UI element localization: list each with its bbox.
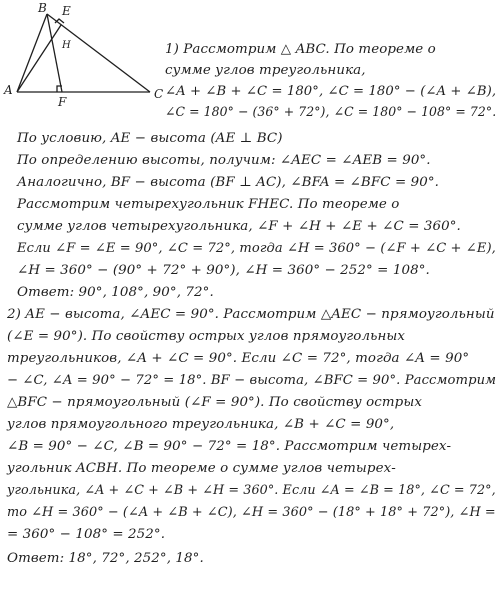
solution-line-18: углов прямоугольного треугольника, ∠B + ∠C = 90°, (7, 417, 395, 432)
solution-line-22: то ∠H = 360° − (∠A + ∠B + ∠C), ∠H = 360° − (18° + 18° + 72°), ∠H = (7, 505, 496, 520)
solution-line-17: △BFC − прямоугольный (∠F = 90°). По свойству острых (7, 395, 422, 410)
solution-line-1: 1) Рассмотрим △ ABC. По теореме о (165, 42, 436, 57)
solution-line-21: угольника, ∠A + ∠C + ∠B + ∠H = 360°. Если ∠A = ∠B = 18°, ∠C = 72°, (7, 483, 496, 498)
vertex-label-b: B (38, 1, 47, 15)
vertex-label-c: C (154, 87, 164, 101)
solution-line-6: По определению высоты, получим: ∠AEC = ∠AEB = 90°. (17, 153, 431, 168)
solution-line-19: ∠B = 90° − ∠C, ∠B = 90° − 72° = 18°. Рассмотрим четырех- (7, 439, 452, 454)
answer-line-1: Ответ: 90°, 108°, 90°, 72°. (17, 285, 214, 300)
answer-line-2: Ответ: 18°, 72°, 252°, 18°. (7, 551, 204, 566)
solution-line-11: ∠H = 360° − (90° + 72° + 90°), ∠H = 360° − 252° = 108°. (17, 263, 430, 278)
vertex-label-a: A (4, 83, 13, 97)
solution-line-23: = 360° − 108° = 252°. (7, 527, 166, 542)
solution-line-15: треугольников, ∠A + ∠C = 90°. Если ∠C = 72°, тогда ∠A = 90° (7, 351, 470, 366)
solution-line-7: Аналогично, BF − высота (BF ⊥ AC), ∠BFA = ∠BFC = 90°. (17, 175, 440, 190)
triangle-figure (0, 0, 180, 112)
solution-line-8: Рассмотрим четырехугольник FHEC. По теореме о (17, 197, 400, 212)
solution-line-14: (∠E = 90°). По свойству острых углов прямоугольных (7, 329, 406, 344)
solution-line-16: − ∠C, ∠A = 90° − 72° = 18°. BF − высота, ∠BFC = 90°. Рассмотрим (7, 373, 497, 388)
vertex-label-h: H (62, 40, 71, 51)
altitude-bf (47, 14, 62, 92)
vertex-label-e: E (62, 4, 71, 18)
solution-line-2: сумме углов треугольника, (165, 63, 366, 78)
vertex-label-f: F (58, 95, 67, 109)
solution-line-3: ∠A + ∠B + ∠C = 180°, ∠C = 180° − (∠A + ∠B), (165, 84, 497, 99)
solution-line-10: Если ∠F = ∠E = 90°, ∠C = 72°, тогда ∠H = 360° − (∠F + ∠C + ∠E), (17, 241, 496, 256)
solution-line-5: По условию, AE − высота (AE ⊥ BC) (17, 131, 283, 146)
solution-line-9: сумме углов четырехугольника, ∠F + ∠H + ∠E + ∠C = 360°. (17, 219, 461, 234)
solution-line-4: ∠C = 180° − (36° + 72°), ∠C = 180° − 108° = 72°. (165, 105, 497, 120)
side-bc (47, 14, 150, 92)
right-angle-mark-e (55, 19, 64, 23)
solution-line-20: угольник ACBH. По теореме о сумме углов четырех- (7, 461, 396, 476)
solution-line-13: 2) AE − высота, ∠AEC = 90°. Рассмотрим △AEC − прямоугольный (7, 307, 495, 322)
